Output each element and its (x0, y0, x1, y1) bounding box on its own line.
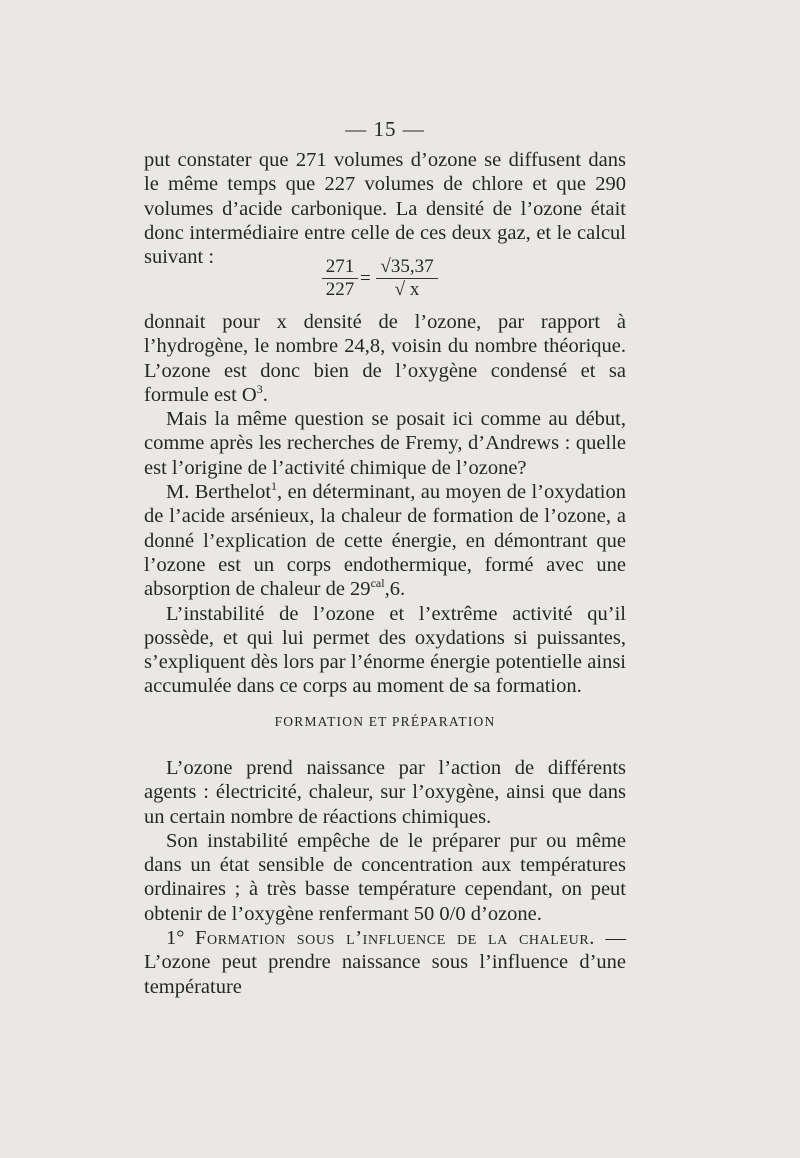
superscript: cal (370, 576, 385, 591)
fraction-denominator: 227 (325, 279, 355, 300)
fraction-numerator: 271 (325, 256, 355, 277)
paragraph-text: M. Berthelot (166, 481, 272, 504)
paragraph: L’instabilité de l’ozone et l’extrême activité qu’il possède, et qui lui permet des oxydations si puissantes, s’expliquent dès lors par l’énorme énergie potentielle ainsi accumulée dans ce corps au moment de sa formation. (144, 602, 626, 698)
paragraph-text: — L’ozone peut prendre naissance sous l’influence d’une température (144, 927, 627, 998)
paragraph-text: donnait pour x densité de l’ozone, par rapport à l’hydrogène, le nombre 24,8, voisin du nombre théorique. L’ozone est donc bien de l’oxygène condensé et sa formule est O (144, 311, 626, 406)
paragraph: put constater que 271 volumes d’ozone se diffusent dans le même temps que 227 volumes de chlore et que 290 volumes d’acide carbonique. La densité de l’ozone était donc intermédiaire entre celle de ces deux gaz, et le calcul suivant : (144, 149, 626, 269)
density-formula (318, 256, 438, 306)
paragraph (144, 926, 626, 999)
equals-sign: = (360, 268, 371, 289)
subsection-title: Formation sous l’influence de la chaleur. (194, 927, 595, 950)
paragraph: Mais la même question se posait ici comme au début, comme après les recherches de Fremy, d’Andrews : quelle est l’origine de l’activité chimique de l’ozone? (144, 408, 626, 479)
text-block-section (144, 756, 626, 999)
fraction-right (376, 256, 438, 301)
footnote-mark: 1 (271, 479, 278, 494)
paragraph-text: , en déterminant, au moyen de l’oxydation de l’acide arsénieux, la chaleur de formation de l’ozone, a donné l’explication de cette énergie, en démontrant que l’ozone est un corps endothermique, formé avec une absorption de chaleur de 29 (144, 481, 626, 601)
fraction-denominator: √ x (394, 279, 420, 300)
superscript: 3 (256, 382, 263, 397)
section-heading: FORMATION ET PRÉPARATION (274, 714, 496, 729)
paragraph-text: ,6. (384, 578, 406, 601)
fraction-left (322, 256, 358, 301)
subsection-number: 1° (166, 927, 185, 950)
paragraph: L’ozone prend naissance par l’action de différents agents : électricité, chaleur, sur l’oxygène, ainsi que dans un certain nombre de réactions chimiques. (144, 757, 626, 828)
paragraph: donnait pour x densité de l’ozone, par rapport à l’hydrogène, le nombre 24,8, voisin du nombre théorique. L’ozone est donc bien de l’oxygène condensé et sa formule est $O^3$. (144, 311, 626, 406)
paragraph: Son instabilité empêche de le préparer pur ou même dans un état sensible de concentration aux températures ordinaires ; à très basse température cependant, on peut obtenir de l’oxygène renfermant 50 0/0 d’ozone. (144, 829, 626, 925)
text-block-intro (144, 148, 626, 269)
fraction-numerator: √35,37 (380, 256, 434, 277)
page-number: — 15 — (345, 117, 425, 141)
text-block-main (144, 310, 626, 699)
paragraph (144, 480, 626, 601)
